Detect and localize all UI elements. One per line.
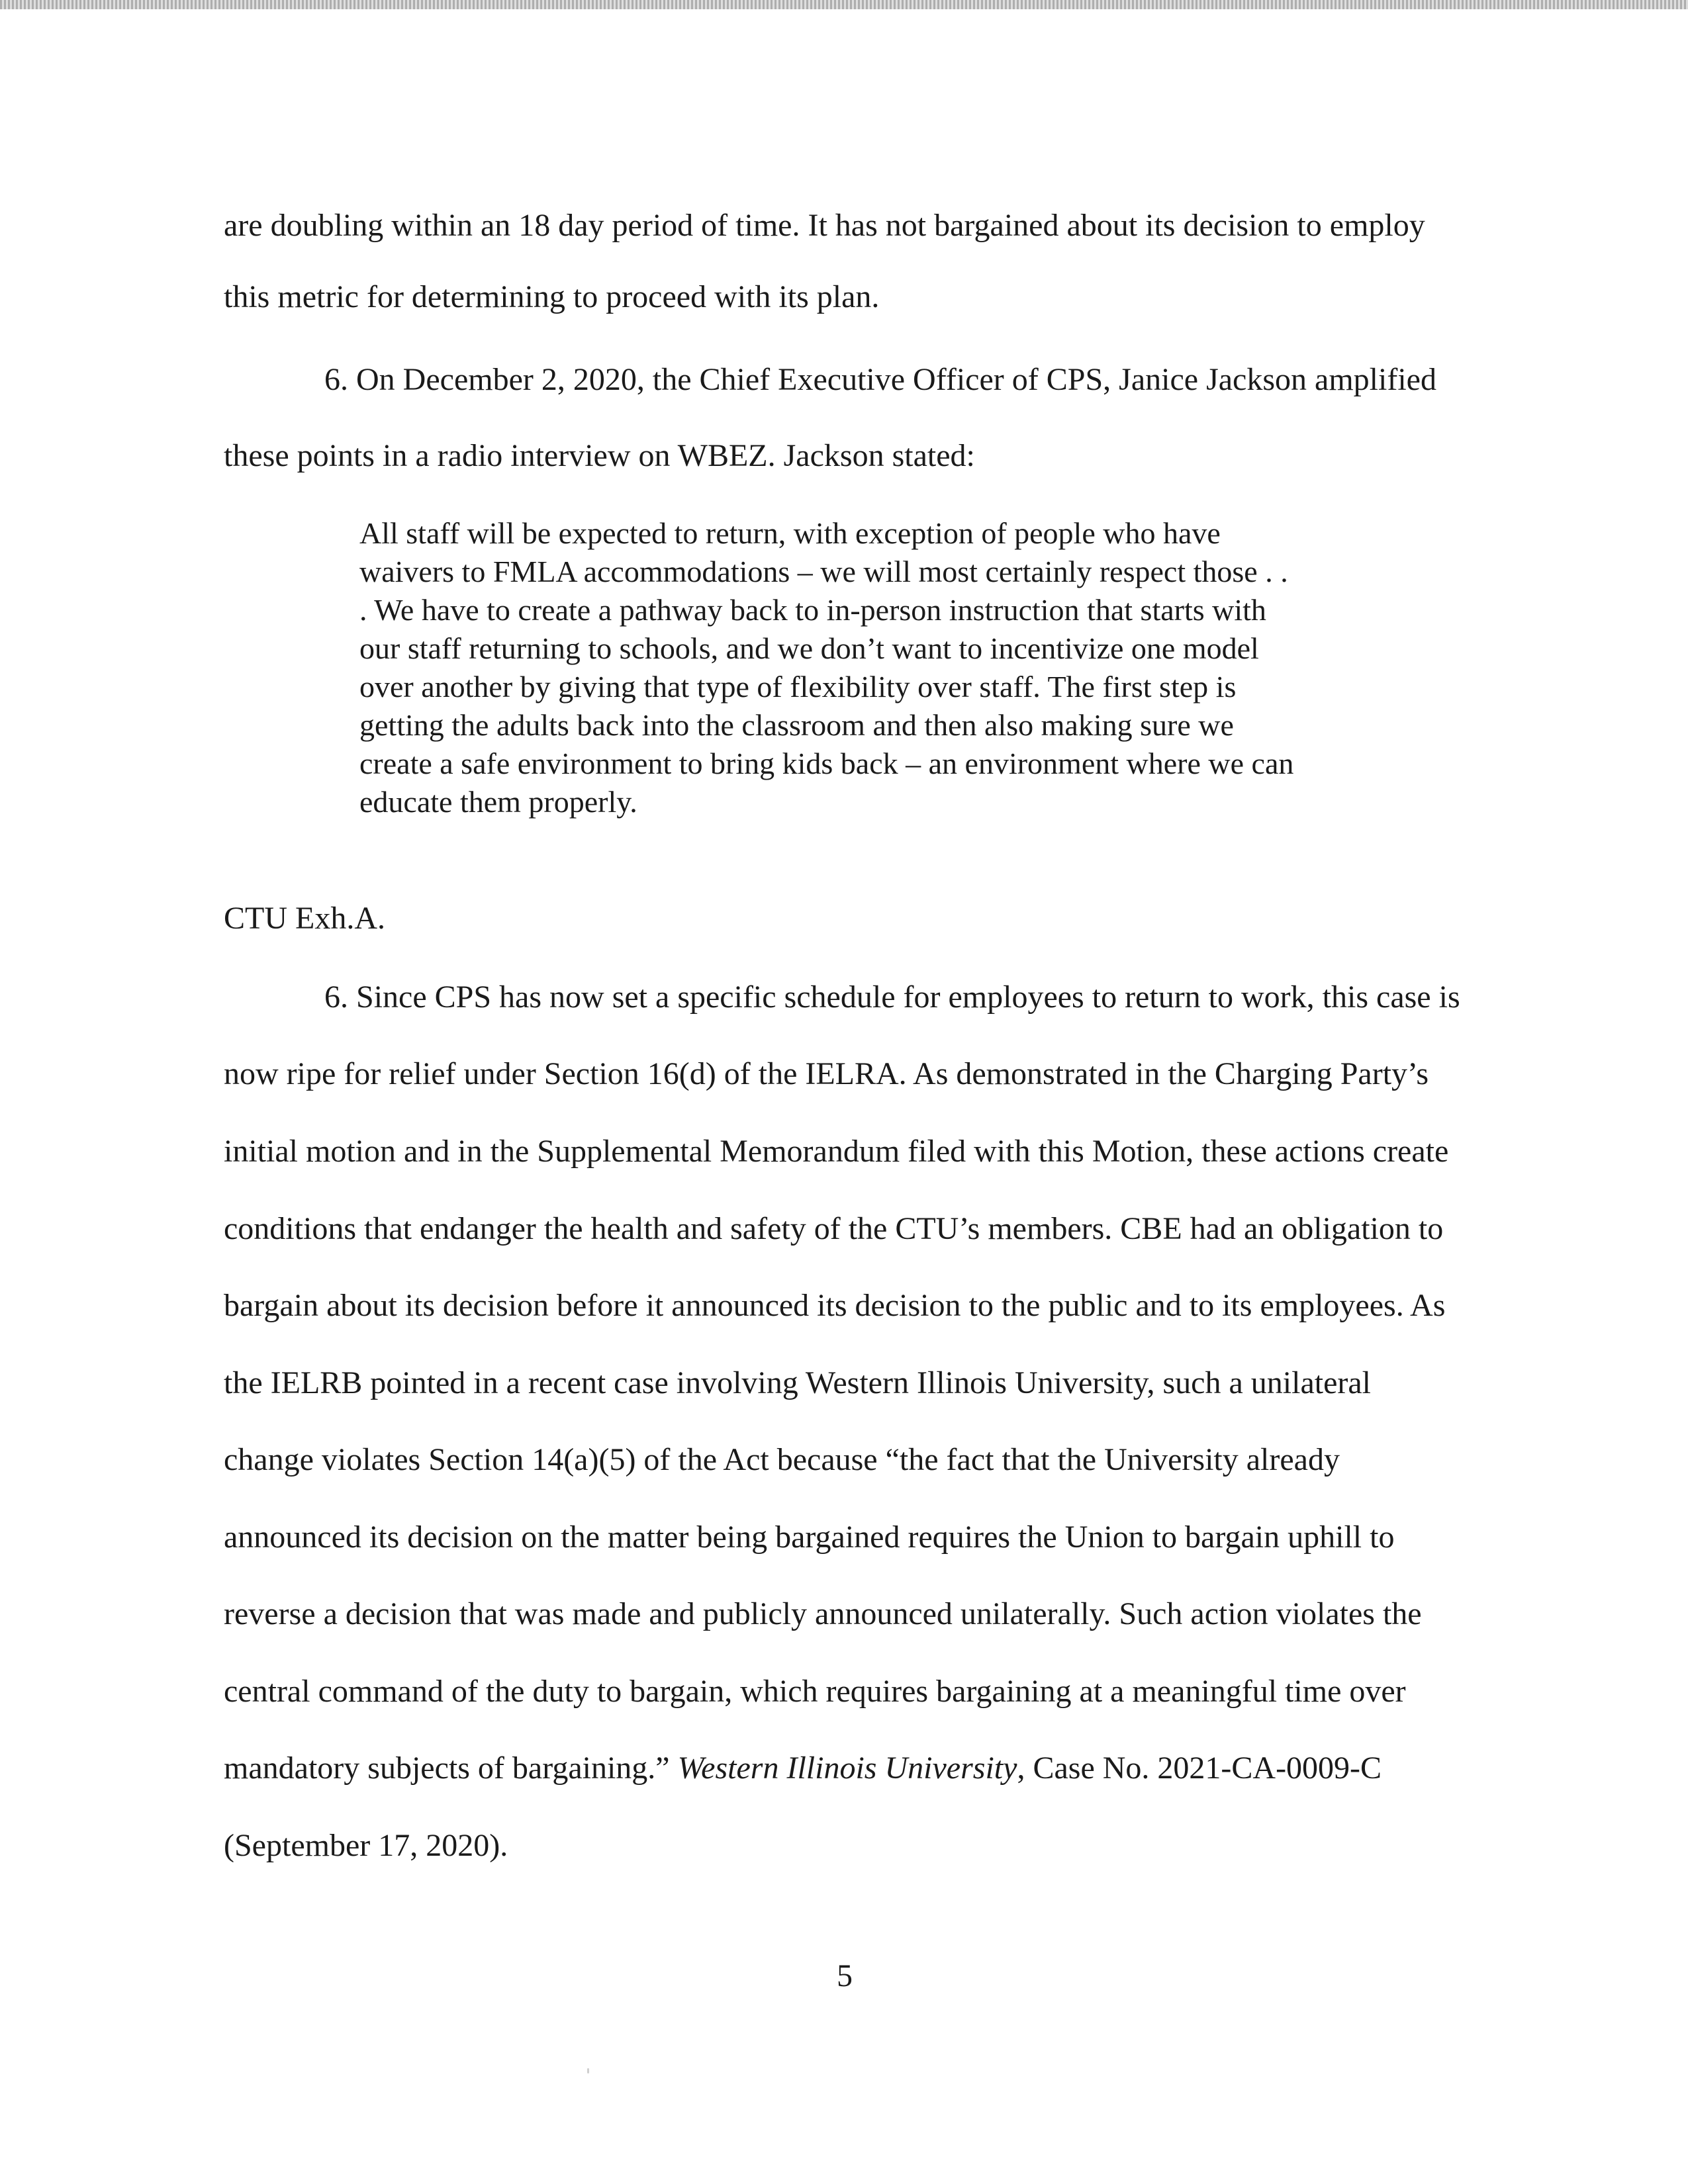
quote-line-6: getting the adults back into the classroom and then also making sure we [359,708,1234,742]
paragraph-6a-line-1: 6. On December 2, 2020, the Chief Executive Officer of CPS, Janice Jackson amplified [324,362,1436,397]
case-name: Western Illinois University [677,1751,1017,1786]
paragraph-6b-line-10: central command of the duty to bargain, which requires bargaining at a meaningful time over [224,1674,1406,1709]
paragraph-6b-line-1: 6. Since CPS has now set a specific schedule for employees to return to work, this case is [324,979,1460,1015]
paragraph-6a-line-2: these points in a radio interview on WBEZ. Jackson stated: [224,438,975,473]
paragraph-6b-line-12: (September 17, 2020). [224,1828,508,1863]
quote-line-8: educate them properly. [359,785,637,819]
page-number: 5 [837,1958,853,1993]
citation: CTU Exh.A. [224,901,385,936]
paragraph-6b-line-4: conditions that endanger the health and safety of the CTU’s members. CBE had an obligation to [224,1211,1444,1246]
scan-edge [0,0,1688,9]
quote-line-5: over another by giving that type of flexibility over staff. The first step is [359,670,1237,704]
paragraph-6b-line-6: the IELRB pointed in a recent case involving Western Illinois University, such a unilateral [224,1365,1372,1400]
paragraph-6b-line-5: bargain about its decision before it announced its decision to the public and to its employees. As [224,1288,1446,1323]
quote-line-2: waivers to FMLA accommodations – we will most certainly respect those . . [359,555,1288,588]
line-11-start: mandatory subjects of bargaining.” [224,1751,678,1786]
paragraph-6b-line-2: now ripe for relief under Section 16(d) of the IELRA. As demonstrated in the Charging Party’s [224,1056,1429,1091]
paragraph-top-line-2: this metric for determining to proceed with its plan. [224,279,880,314]
paragraph-6b-line-11 [224,1750,1382,1787]
quote-line-7: create a safe environment to bring kids back – an environment where we can [359,747,1294,780]
quote-line-3: . We have to create a pathway back to in-person instruction that starts with [359,593,1266,627]
quote-line-1: All staff will be expected to return, with exception of people who have [359,516,1221,550]
paragraph-6b-line-3: initial motion and in the Supplemental Memorandum filed with this Motion, these actions create [224,1134,1449,1169]
paragraph-6b-line-9: reverse a decision that was made and publicly announced unilaterally. Such action violates the [224,1596,1422,1631]
paragraph-6b-line-7: change violates Section 14(a)(5) of the Act because “the fact that the University already [224,1442,1340,1477]
paragraph-6b-line-8: announced its decision on the matter being bargained requires the Union to bargain uphill to [224,1520,1395,1555]
paragraph-top-line-1: are doubling within an 18 day period of time. It has not bargained about its decision to employ [224,208,1425,243]
quote-line-4: our staff returning to schools, and we don’t want to incentivize one model [359,631,1259,665]
scan-speck [587,2068,589,2073]
line-11-end: , Case No. 2021-CA-0009-C [1017,1751,1382,1786]
